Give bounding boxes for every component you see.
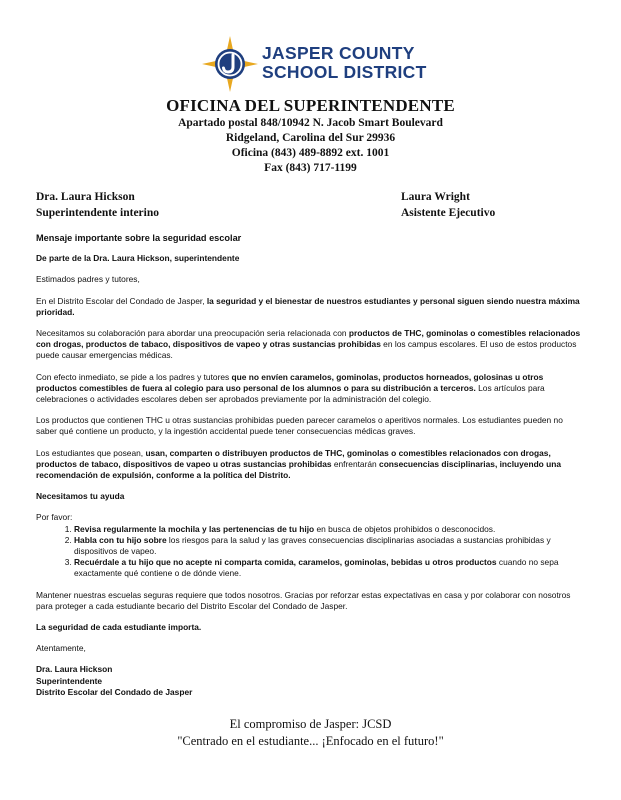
- signatory-right-name: Laura Wright: [401, 191, 470, 203]
- help-heading: Necesitamos tu ayuda: [36, 491, 125, 502]
- paragraph-thanks: Mantener nuestras escuelas seguras requiere que todos nosotros. Gracias por reforzar estas expectativas en casa y por colaborar con nosotros para proteger a cada estudiante becario del Distrito Escolar del Condado de Jasper.: [36, 589, 571, 611]
- paragraph-request: [36, 372, 584, 406]
- footer-line-1: El compromiso de Jasper: JCSD: [229, 717, 392, 731]
- logo-line-2: SCHOOL DISTRICT: [262, 62, 427, 82]
- signature-name: Dra. Laura Hickson: [36, 664, 113, 675]
- district-logo: [202, 36, 427, 92]
- paragraph-risk: Los productos que contienen THC u otras sustancias prohibidas pueden parecer caramelos o aperitivos normales. Los estudiantes pueden no saber qué contiene un producto, y la ingestión accidental puede tener consecuencias médicas graves.: [36, 415, 563, 437]
- signatory-right: [401, 189, 495, 221]
- p2-text-end: en los campus escolares. El uso de estos productos puede causar emergencias médicas.: [36, 339, 577, 361]
- sincerely: Atentamente,: [36, 643, 86, 654]
- p5-bold: usan, comparten o distribuyen productos de THC, gominolas o comestibles relacionados con drogas, productos de tabaco, dispositivos de vapeo u otras sustancias prohibidas: [36, 447, 551, 469]
- signatory-right-title: Asistente Ejecutivo: [401, 207, 496, 219]
- p3-bold: que no envíen caramelos, gominolas, productos horneados, golosinas u otros productos comestibles de fuera al colegio para uso personal de los alumnos o para su distribución a terceros.: [36, 371, 544, 393]
- list-item: [74, 524, 584, 535]
- por-favor: Por favor:: [36, 512, 73, 523]
- footer-line-2: "Centrado en el estudiante... ¡Enfocado en el futuro!": [177, 734, 444, 748]
- office-title: OFICINA DEL SUPERINTENDENTE: [166, 96, 455, 115]
- footer-motto: [0, 716, 621, 750]
- item-2-text: los riesgos para la salud y las graves consecuencias disciplinarias asociadas a sustancias prohibidas y dispositivos de vapeo.: [74, 534, 551, 557]
- p2-text: Necesitamos su colaboración para abordar una preocupación seria relacionada con: [36, 328, 349, 339]
- list-item: [74, 535, 584, 557]
- p5-text-mid: enfrentarán: [331, 458, 380, 469]
- compass-j-logo-icon: [202, 36, 258, 92]
- p5-text: Los estudiantes que posean,: [36, 447, 146, 458]
- fax-line: Fax (843) 717-1199: [264, 162, 357, 174]
- signature-title: Superintendente: [36, 675, 103, 686]
- p3-text: Con efecto inmediato, se pide a los padres y tutores: [36, 371, 232, 382]
- signatory-left-title: Superintendente interino: [36, 207, 159, 219]
- letter-body: [36, 233, 584, 698]
- letter-greeting: Estimados padres y tutores,: [36, 274, 140, 285]
- address-line-2: Ridgeland, Carolina del Sur 29936: [225, 132, 396, 144]
- letter-subject: Mensaje importante sobre la seguridad escolar: [36, 233, 242, 243]
- help-list: [36, 524, 584, 580]
- p1-text: En el Distrito Escolar del Condado de Jasper,: [36, 295, 207, 306]
- signatory-left: [36, 189, 159, 221]
- signatory-left-name: Dra. Laura Hickson: [36, 191, 135, 203]
- item-1-bold: Revisa regularmente la mochila y las pertenencias de tu hijo: [74, 523, 315, 534]
- phone-line: Oficina (843) 489-8892 ext. 1001: [231, 147, 390, 159]
- paragraph-concern: [36, 328, 584, 362]
- p1-bold: la seguridad y el bienestar de nuestros estudiantes y personal siguen siendo nuestra máxima prioridad.: [36, 295, 580, 317]
- closing-statement: La seguridad de cada estudiante importa.: [36, 622, 202, 633]
- signature-org: Distrito Escolar del Condado de Jasper: [36, 686, 193, 697]
- list-item: [74, 557, 584, 579]
- letterhead: [0, 96, 621, 176]
- p3-text-end: Los artículos para celebraciones o actividades escolares deben ser aprobados previamente por la administración del colegio.: [36, 382, 545, 405]
- letter-from: De parte de la Dra. Laura Hickson, superintendente: [36, 253, 240, 264]
- item-2-bold: Habla con tu hijo sobre: [74, 534, 167, 545]
- p5-bold-end: consecuencias disciplinarias, incluyendo una recomendación de expulsión, conforme a la política del Distrito.: [36, 458, 562, 481]
- address-line-1: Apartado postal 848/10942 N. Jacob Smart Boulevard: [178, 117, 443, 129]
- item-3-text: cuando no sepa exactamente qué contiene o de dónde viene.: [74, 557, 559, 579]
- paragraph-consequences: [36, 448, 584, 482]
- logo-line-1: JASPER COUNTY: [262, 43, 415, 63]
- paragraph-priority: [36, 296, 584, 318]
- p2-bold: productos de THC, gominolas o comestibles relacionados con drogas, productos de tabaco, dispositivos de vapeo y otras sustancias prohibidas: [36, 328, 581, 350]
- item-1-text: en busca de objetos prohibidos o desconocidos.: [314, 523, 496, 534]
- item-3-bold: Recuérdale a tu hijo que no acepte ni comparta comida, caramelos, gominolas, bebidas u otros productos: [74, 557, 497, 568]
